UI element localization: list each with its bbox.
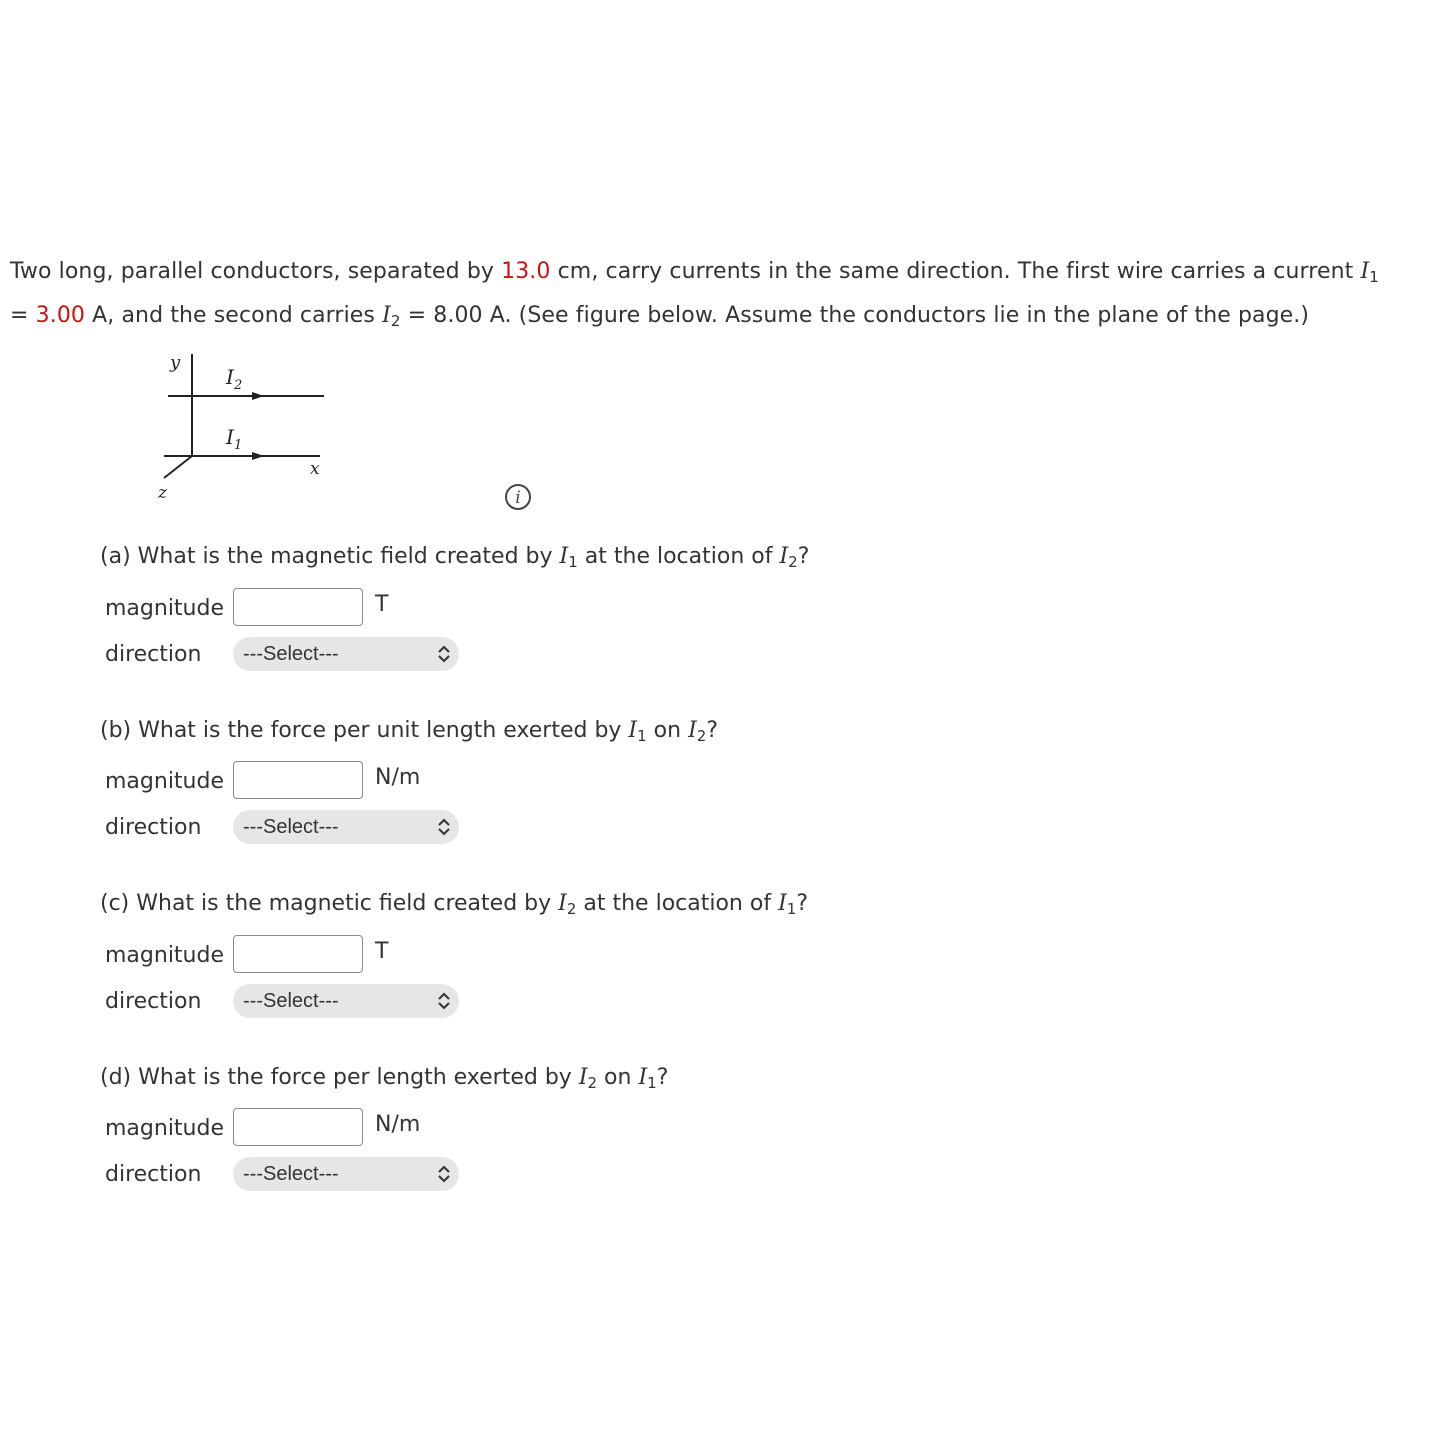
direction-label-b: direction	[105, 815, 202, 840]
magnitude-label-a: magnitude	[105, 596, 225, 621]
chevron-updown-icon	[437, 1165, 451, 1183]
direction-select-c-value: ---Select---	[243, 990, 339, 1012]
axis-label-z: z	[158, 483, 167, 503]
chevron-updown-icon	[437, 645, 451, 663]
question-d-sub-1: 2	[587, 1074, 598, 1092]
direction-label-d: direction	[105, 1162, 202, 1187]
question-c-text-2: at the location of	[576, 891, 779, 916]
question-a-symbol-2: I	[779, 544, 789, 569]
question-d-text-3: ?	[656, 1065, 669, 1090]
wire-label-i2: I	[226, 365, 234, 389]
magnitude-input-a[interactable]	[233, 588, 363, 626]
problem-text-3: =	[10, 303, 36, 328]
question-a	[100, 542, 809, 572]
question-c-text-1: (c) What is the magnetic field created by	[100, 891, 559, 916]
axis-label-y: y	[170, 352, 181, 373]
current1-value: 3.00	[35, 303, 86, 328]
separation-value: 13.0	[501, 259, 551, 284]
magnitude-label-c: magnitude	[105, 943, 225, 968]
question-c-sub-2: 1	[786, 900, 797, 918]
axis-label-x: x	[310, 459, 320, 479]
question-b-text-1: (b) What is the force per unit length exerted by	[100, 718, 629, 743]
question-b-text-3: ?	[706, 718, 718, 743]
question-d-text-1: (d) What is the force per length exerted by	[100, 1065, 579, 1090]
wire-label-i2-sub: 2	[234, 378, 243, 393]
direction-label-c: direction	[105, 989, 202, 1014]
current-symbol-i1: I	[1360, 259, 1370, 284]
question-c	[100, 889, 808, 919]
question-c-sub-1: 2	[566, 900, 577, 918]
problem-text-2: cm, carry currents in the same direction. The first wire carries a current	[550, 259, 1361, 284]
magnitude-input-c[interactable]	[233, 935, 363, 973]
chevron-updown-icon	[437, 992, 451, 1010]
direction-select-c[interactable]	[233, 984, 459, 1018]
problem-statement	[10, 250, 1440, 338]
current-symbol-i2: I	[382, 303, 391, 328]
question-b-symbol-2: I	[688, 718, 697, 743]
question-a-text-2: at the location of	[577, 544, 780, 569]
direction-select-b-value: ---Select---	[243, 816, 339, 838]
question-a-text-3: ?	[797, 544, 810, 569]
question-a-sub-2: 2	[788, 553, 798, 571]
direction-select-b[interactable]	[233, 810, 459, 844]
z-axis	[164, 456, 192, 478]
question-c-symbol-1: I	[558, 891, 567, 916]
magnitude-input-b[interactable]	[233, 761, 363, 799]
question-b-symbol-1: I	[628, 718, 638, 743]
unit-label-c: T	[375, 939, 389, 964]
problem-text-4: A, and the second carries	[85, 303, 383, 328]
question-b-sub-1: 1	[637, 727, 647, 745]
question-a-text-1: (a) What is the magnetic field created by	[100, 544, 560, 569]
direction-select-a-value: ---Select---	[243, 643, 339, 665]
question-a-symbol-1: I	[559, 544, 569, 569]
direction-select-d[interactable]	[233, 1157, 459, 1191]
problem-text-5: = 8.00 A. (See figure below. Assume the conductors lie in the plane of the page.)	[400, 303, 1310, 328]
wire-i2-arrow	[252, 392, 264, 400]
question-c-text-3: ?	[796, 891, 809, 916]
question-b	[100, 716, 718, 746]
current-subscript-1: 1	[1369, 268, 1379, 286]
wire-label-i1-sub: 1	[234, 438, 243, 453]
wire-label-i1: I	[226, 425, 234, 449]
chevron-updown-icon	[437, 818, 451, 836]
unit-label-b: N/m	[375, 765, 421, 790]
magnitude-input-d[interactable]	[233, 1108, 363, 1146]
problem-text-1: Two long, parallel conductors, separated by	[10, 259, 502, 284]
question-b-text-2: on	[646, 718, 689, 743]
question-d	[100, 1063, 668, 1093]
question-d-symbol-2: I	[638, 1065, 648, 1090]
info-icon-glyph: i	[515, 488, 521, 508]
info-icon[interactable]	[504, 483, 532, 511]
wire-i1-arrow	[252, 452, 264, 460]
direction-label-a: direction	[105, 642, 202, 667]
direction-select-d-value: ---Select---	[243, 1163, 339, 1185]
question-d-sub-2: 1	[647, 1074, 657, 1092]
question-d-text-2: on	[597, 1065, 639, 1090]
magnitude-label-d: magnitude	[105, 1116, 225, 1141]
unit-label-a: T	[375, 592, 389, 617]
direction-select-a[interactable]	[233, 637, 459, 671]
magnitude-label-b: magnitude	[105, 769, 225, 794]
current-subscript-2: 2	[390, 312, 401, 330]
question-c-symbol-2: I	[778, 891, 787, 916]
unit-label-d: N/m	[375, 1112, 421, 1137]
question-a-sub-1: 1	[568, 553, 578, 571]
question-b-sub-2: 2	[696, 727, 707, 745]
question-d-symbol-1: I	[578, 1065, 588, 1090]
conductor-figure	[150, 348, 340, 508]
